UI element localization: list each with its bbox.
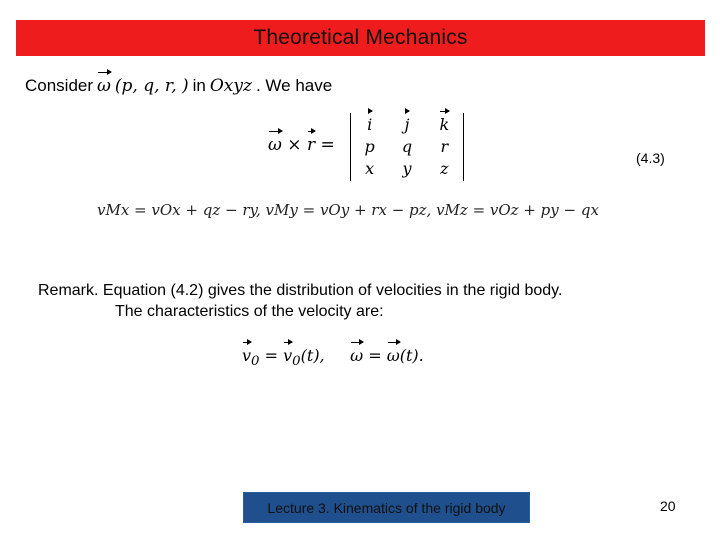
v-subscript: 0 bbox=[251, 354, 260, 370]
consider-line bbox=[25, 76, 332, 96]
equals-sign: = bbox=[315, 135, 335, 155]
k-unit-vector: k bbox=[439, 114, 450, 134]
page-number: 20 bbox=[660, 498, 676, 514]
omega-args: (p, q, r, ) bbox=[114, 76, 189, 96]
consider-suffix: . We have bbox=[255, 76, 333, 95]
matrix-cell bbox=[351, 113, 388, 135]
cross-product-lhs bbox=[268, 135, 335, 155]
characteristics-formula bbox=[242, 346, 424, 369]
in-word: in bbox=[192, 76, 206, 95]
matrix-cell: q bbox=[401, 136, 413, 156]
remark-line-1: Remark. Equation (4.2) gives the distribution of velocities in the rigid body. bbox=[38, 282, 563, 299]
j-unit-vector: j bbox=[404, 114, 410, 134]
equation-number: (4.3) bbox=[636, 150, 665, 166]
omega-vector: ω bbox=[97, 76, 111, 96]
i-unit-vector: i bbox=[367, 114, 373, 134]
omega-vector-lhs: ω bbox=[268, 135, 282, 155]
matrix-cell bbox=[388, 113, 425, 135]
matrix-cell: p bbox=[364, 136, 375, 156]
matrix-cell: r bbox=[440, 136, 449, 156]
remark-text bbox=[38, 280, 562, 322]
page-title: Theoretical Mechanics bbox=[253, 26, 468, 49]
omega-vector-char: ω bbox=[350, 346, 364, 365]
remark-line-2: The characteristics of the velocity are: bbox=[115, 303, 384, 320]
v-rhs-subscript: 0 bbox=[292, 354, 301, 370]
omega-arg: (t). bbox=[399, 346, 424, 365]
r-vector-lhs: r bbox=[306, 135, 316, 155]
equals-2: = bbox=[363, 346, 387, 365]
v-vector-rhs: v bbox=[283, 346, 293, 365]
title-bar bbox=[16, 20, 705, 56]
matrix-cell: y bbox=[402, 158, 412, 178]
matrix-cell: z bbox=[440, 158, 449, 178]
equals-1: = bbox=[259, 346, 284, 365]
determinant-matrix bbox=[350, 113, 464, 181]
matrix-cell bbox=[426, 113, 463, 135]
matrix-cell: x bbox=[365, 158, 375, 178]
v-vector: v bbox=[242, 346, 252, 365]
omega-vector-char-rhs: ω bbox=[386, 346, 400, 365]
consider-prefix: Consider bbox=[25, 76, 94, 95]
lecture-footer: Lecture 3. Kinematics of the rigid body bbox=[243, 492, 530, 523]
times-sign: × bbox=[281, 135, 307, 155]
v-arg: (t), bbox=[300, 346, 325, 365]
velocity-components: vMx = vOx + qz − ry, vMy = vOy + rx − pz, vMz = vOz + py − qx bbox=[97, 201, 599, 219]
frame-label: Oxyz bbox=[209, 76, 252, 96]
